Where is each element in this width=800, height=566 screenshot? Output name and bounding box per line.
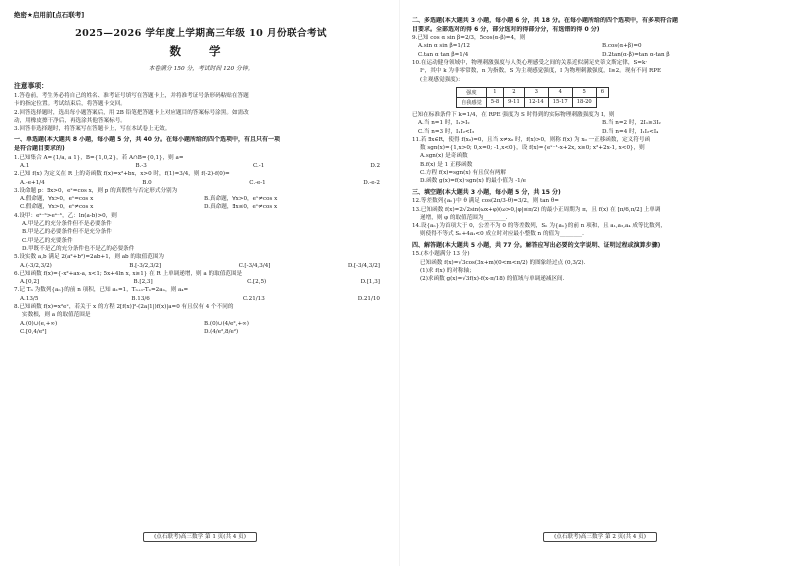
option: B.[-3/2,3/2] [129, 262, 162, 269]
section-heading-line: 一、单选题(本大题共 8 小题，每小题 5 分，共 40 分。在每小题所给的四个选项中，有且只有一项 [14, 136, 280, 144]
option: A.(0)∪(e,+∞) [20, 320, 58, 327]
question-line: 实数根，则 a 的取值范围是 [22, 312, 91, 319]
page-footer [400, 532, 800, 540]
option: A.-e+1/4 [20, 179, 45, 186]
option: D.2 [370, 162, 380, 169]
question-line: (2)求函数 g(x)=√3f(x)-f(x-π/18) 的值域与单调递减区间. [420, 276, 565, 283]
question-stem: 12.等差数列{aₙ}中 θ 满足 cos(2π/3-θ)=3/2，则 tan θ= [412, 198, 559, 205]
section-3-heading: 三、填空题(本大题共 3 小题，每小题 5 分，共 15 分) [412, 188, 561, 196]
option-row [14, 328, 388, 336]
section-1-questions [14, 154, 388, 337]
option: B.[2,3] [133, 279, 153, 286]
option: D.真命题，∃x≤0，eˣ≠cos x [204, 204, 278, 211]
rpe-cell: 18-20 [572, 97, 596, 107]
option: B.cos(α+β)=0 [602, 43, 642, 50]
question-line: D.函数 g(x)=f(x)·sgn(x) 的最小值为 -1/e [420, 178, 526, 185]
rpe-cell: 3 [524, 87, 548, 97]
question-line: 已知函数 f(x)=√3cos(3x+m)(0<m<π/2) 的图象经过点 (0,3/2). [420, 259, 586, 266]
question-line: (1)求 f(x) 的对称轴； [420, 267, 475, 274]
section-4-questions [412, 250, 786, 283]
rpe-cell: 5 [572, 87, 596, 97]
option-row [412, 128, 786, 136]
option: A.假命题，∀x>0，eˣ=cos x [20, 196, 94, 203]
notes-title: 注意事项： [14, 82, 48, 90]
option: D.21/10 [357, 295, 380, 302]
option: A.(-3/2,3/2) [20, 262, 52, 269]
question-stem: 5.设实数 a,b 满足 2(a²+b²)=2ab+1，则 ab 的取值范围为 [14, 254, 164, 261]
option: D.当 n=4 时，I₁I₂<I₄ [602, 128, 659, 135]
question-stem: 6.已知函数 f(x)={-x²+ax-a, x<1; 5x+4ln x, x≥1} 在 R 上单调递增，则 a 的取值范围是 [14, 270, 243, 277]
option: C.-e-1 [249, 179, 266, 186]
rpe-table [456, 87, 609, 108]
option-row [14, 203, 388, 211]
option: C.[-3/4,3/4] [238, 262, 271, 269]
option: B.当 n=2 时，2I₁≥3I₂ [602, 120, 661, 127]
rpe-cell: 6 [596, 87, 608, 97]
question-line: 则使得不等式 Sₙ+4a₁<0 成立时对应最小整数 n 的值为________. [420, 231, 584, 238]
section-heading-line: 是符合题目要求的) [14, 145, 65, 153]
option-row [14, 278, 388, 286]
question-stem: 11.若 ∃x∈R，使得 f(x₀)=0，且当 x≠x₀ 时，f(x)>0，则称 f(x) 为 x₀ 一正移函数，定义符号函 [412, 136, 651, 143]
question-line: C.甲是乙的充要条件 [22, 237, 73, 244]
option: A.13/5 [20, 295, 39, 302]
option-row [14, 162, 388, 170]
question-stem: 3.设命题 p：∃x>0，eˣ=cos x，则 p 的真假性与否定形式分别为 [14, 187, 178, 194]
question-line: Iⁿ，其中 k 为非零常数，n 为指数，S 为主观感觉强度，I 为物理刺激强度，I≥2。现有不同 RPE [420, 68, 662, 75]
note-line: 3.回答非选择题时，将答案写在答题卡上，写在本试卷上无效。 [14, 126, 171, 133]
option: D.[1,3] [360, 279, 380, 286]
section-4-heading: 四、解答题(本大题共 5 小题，共 77 分。解答应写出必要的文字说明、证明过程或演算步骤) [412, 241, 661, 249]
rpe-head: 自我感觉 [457, 97, 487, 107]
option-row [14, 179, 388, 187]
rpe-cell: 12-14 [524, 97, 548, 107]
question-line: A.甲是乙的充分条件但不是必要条件 [22, 221, 112, 228]
option: A.sin α sin β=1/12 [418, 43, 470, 50]
section-3-questions [412, 197, 786, 238]
option-row [14, 320, 388, 328]
rpe-head: 强度 [457, 87, 487, 97]
question-line: D.甲既不是乙的充分条件也不是乙的必要条件 [22, 245, 135, 252]
option: D.[-3/4,3/2] [347, 262, 380, 269]
option: C.假命题，∀x>0，eˣ≠cos x [20, 204, 94, 211]
option: D.(4/e²,8/e²) [204, 328, 239, 335]
question-stem: 8.已知函数 f(x)=x²eˣ，若关于 x 的方程 2[f(x)]²-(2a|1|)f(x)|a=0 有且仅有 4 个不同的 [14, 304, 234, 311]
option: B.(0)∪(4/e²,+∞) [204, 320, 249, 327]
option: D.2tan(α-β)=tan α-tan β [602, 51, 670, 58]
subject-title: 数 学 [169, 44, 233, 58]
option: D.-e-2 [363, 179, 380, 186]
option-row [412, 42, 786, 50]
question-stem: 13.已知函数 f(x)=2√2sin(ωx+φ)(ω>0,|φ|≤π/2) 的最小正周期为 π，且 f(x) 在 [π/6,π/2] 上单调 [412, 206, 661, 213]
question-stem: 2.已知 f(x) 为定义在 R 上的奇函数 f(x)=x²+bx，x>0 时，f(1)=3/4，则 f(-2)-f(0)= [14, 171, 230, 178]
note-line: 1.答卷前，考生务必将自己的姓名、准考证号填写在答题卡上，并将准考证号条形码粘贴在答题 [14, 93, 249, 99]
rpe-cell: 15-17 [548, 97, 572, 107]
option: A.1 [20, 162, 30, 169]
question-stem: 14.设{aₙ}为首项大于 0，公差不为 0 的等差数列，Sₙ 为{aₙ}的前 n 项和，且 a₁,a₃,a₄ 成等比数列， [412, 223, 666, 230]
question-stem: 已知在标准条件下 k=1/4，在 RPE 强度为 S 时得到的实际物理刺激强度为 I，则 [412, 111, 615, 118]
question-stem: 1.已知集合 A={1/a, a 1}，B={1,0,2}，若 A∩B={0,1}，则 a= [14, 154, 184, 161]
question-stem: 9.已知 cos α sin β=2/3，5cos(α-β)=4，则 [412, 35, 526, 42]
option-row [412, 51, 786, 59]
rpe-cell: 2 [504, 87, 525, 97]
notes [14, 92, 388, 133]
question-stem: 15.(本小题满分 13 分) [412, 251, 470, 258]
exam-title: 2025—2026 学年度上学期高三年级 10 月份联合考试 [75, 28, 327, 39]
question-line: A.sgn(x) 是奇函数 [420, 153, 468, 160]
rpe-cell: 4 [548, 87, 572, 97]
option: B.0 [142, 179, 152, 186]
section-heading-line: 目要求。全部选对的得 6 分，部分选对的得部分分，有选错的得 0 分) [412, 25, 600, 33]
note-line: 动，用橡皮擦干净后，再选涂其他答案标号。 [14, 117, 126, 124]
question-line: B.甲是乙的必要条件但不是充分条件 [22, 229, 112, 236]
option-row [14, 262, 388, 270]
option: C.[0,4/e²] [20, 328, 47, 335]
question-stem: 7.记 Tₙ 为数列{aₙ}的前 n 项积，已知 a₁=1，Tₙ₊₁-Tₙ=2aₙ，则 a₄= [14, 287, 189, 294]
option: C.-1 [252, 162, 265, 169]
option-row [14, 295, 388, 303]
option: B.真命题，∀x>0，eˣ≠cos x [204, 196, 278, 203]
page-footer [0, 532, 400, 540]
option: A.[0,2] [20, 279, 40, 286]
option: B.-3 [135, 162, 147, 169]
rpe-cell: 9-11 [504, 97, 525, 107]
rpe-cell: 5-8 [486, 97, 503, 107]
option: C.当 n=3 时，I₁I₂<I₃ [418, 128, 475, 135]
option-row [412, 119, 786, 127]
option: B.13/6 [131, 295, 150, 302]
section-1-heading [14, 136, 388, 153]
question-line: 递增，则 φ 的取值范围为________. [420, 214, 508, 221]
footer-label: (点石联考)高三数学 第 1 页(共 4 页) [143, 532, 257, 542]
question-stem: 10.在运动健身领域中，物理刺激强度与人类心理感受之间的关系近似满足史蒂文斯定律，S=k· [412, 60, 648, 67]
note-line: 2.回答选择题时，选出每小题答案后，用 2B 铅笔把答题卡上对应题目的答案标号涂黑。如需改 [14, 109, 249, 116]
option: C.[2,5) [247, 279, 267, 286]
rpe-row-feeling [457, 97, 609, 107]
option: C.tan α tan β=1/4 [418, 51, 469, 58]
section-2-questions-a [412, 34, 786, 84]
option-row [14, 195, 388, 203]
page-2 [400, 0, 800, 566]
option: C.21/13 [242, 295, 265, 302]
question-line: C.方程 f(x)=sgn(x) 有且仅有两解 [420, 170, 507, 177]
rpe-row-intensity [457, 87, 609, 97]
section-heading-line: 二、多选题(本大题共 3 小题，每小题 6 分，共 18 分。在每小题所给的四个选项中，有多项符合题 [412, 17, 678, 24]
section-2-heading [412, 17, 786, 34]
question-line: 数 sgn(x)={1,x>0; 0,x=0; -1,x<0}，设 f(x)={eˣ⁻¹-x+2x, x≥0; x²+2x-1, x<0}，则 [420, 145, 645, 152]
question-line: (主观感觉强度)： [420, 76, 464, 83]
confidential-mark: 绝密★启用前[点石联考] [14, 11, 85, 19]
exam-meta: 本卷满分 150 分，考试时间 120 分钟。 [148, 66, 254, 72]
note-line: 卡的指定位置。考试结束后，将答题卡交回。 [14, 101, 126, 108]
question-line: B.f(x) 是 1 正移函数 [420, 161, 473, 168]
rpe-cell: 1 [486, 87, 503, 97]
section-2-questions-b [412, 111, 786, 186]
question-stem: 4.设甲：eᵃ⁻ᵇ>eᵃ⁻ᵇ，乙：ln(a-b)>0，则 [14, 212, 117, 219]
option: A.当 n=1 时，I₁>I₂ [418, 120, 470, 127]
footer-label: (点石联考)高三数学 第 2 页(共 4 页) [543, 532, 657, 542]
